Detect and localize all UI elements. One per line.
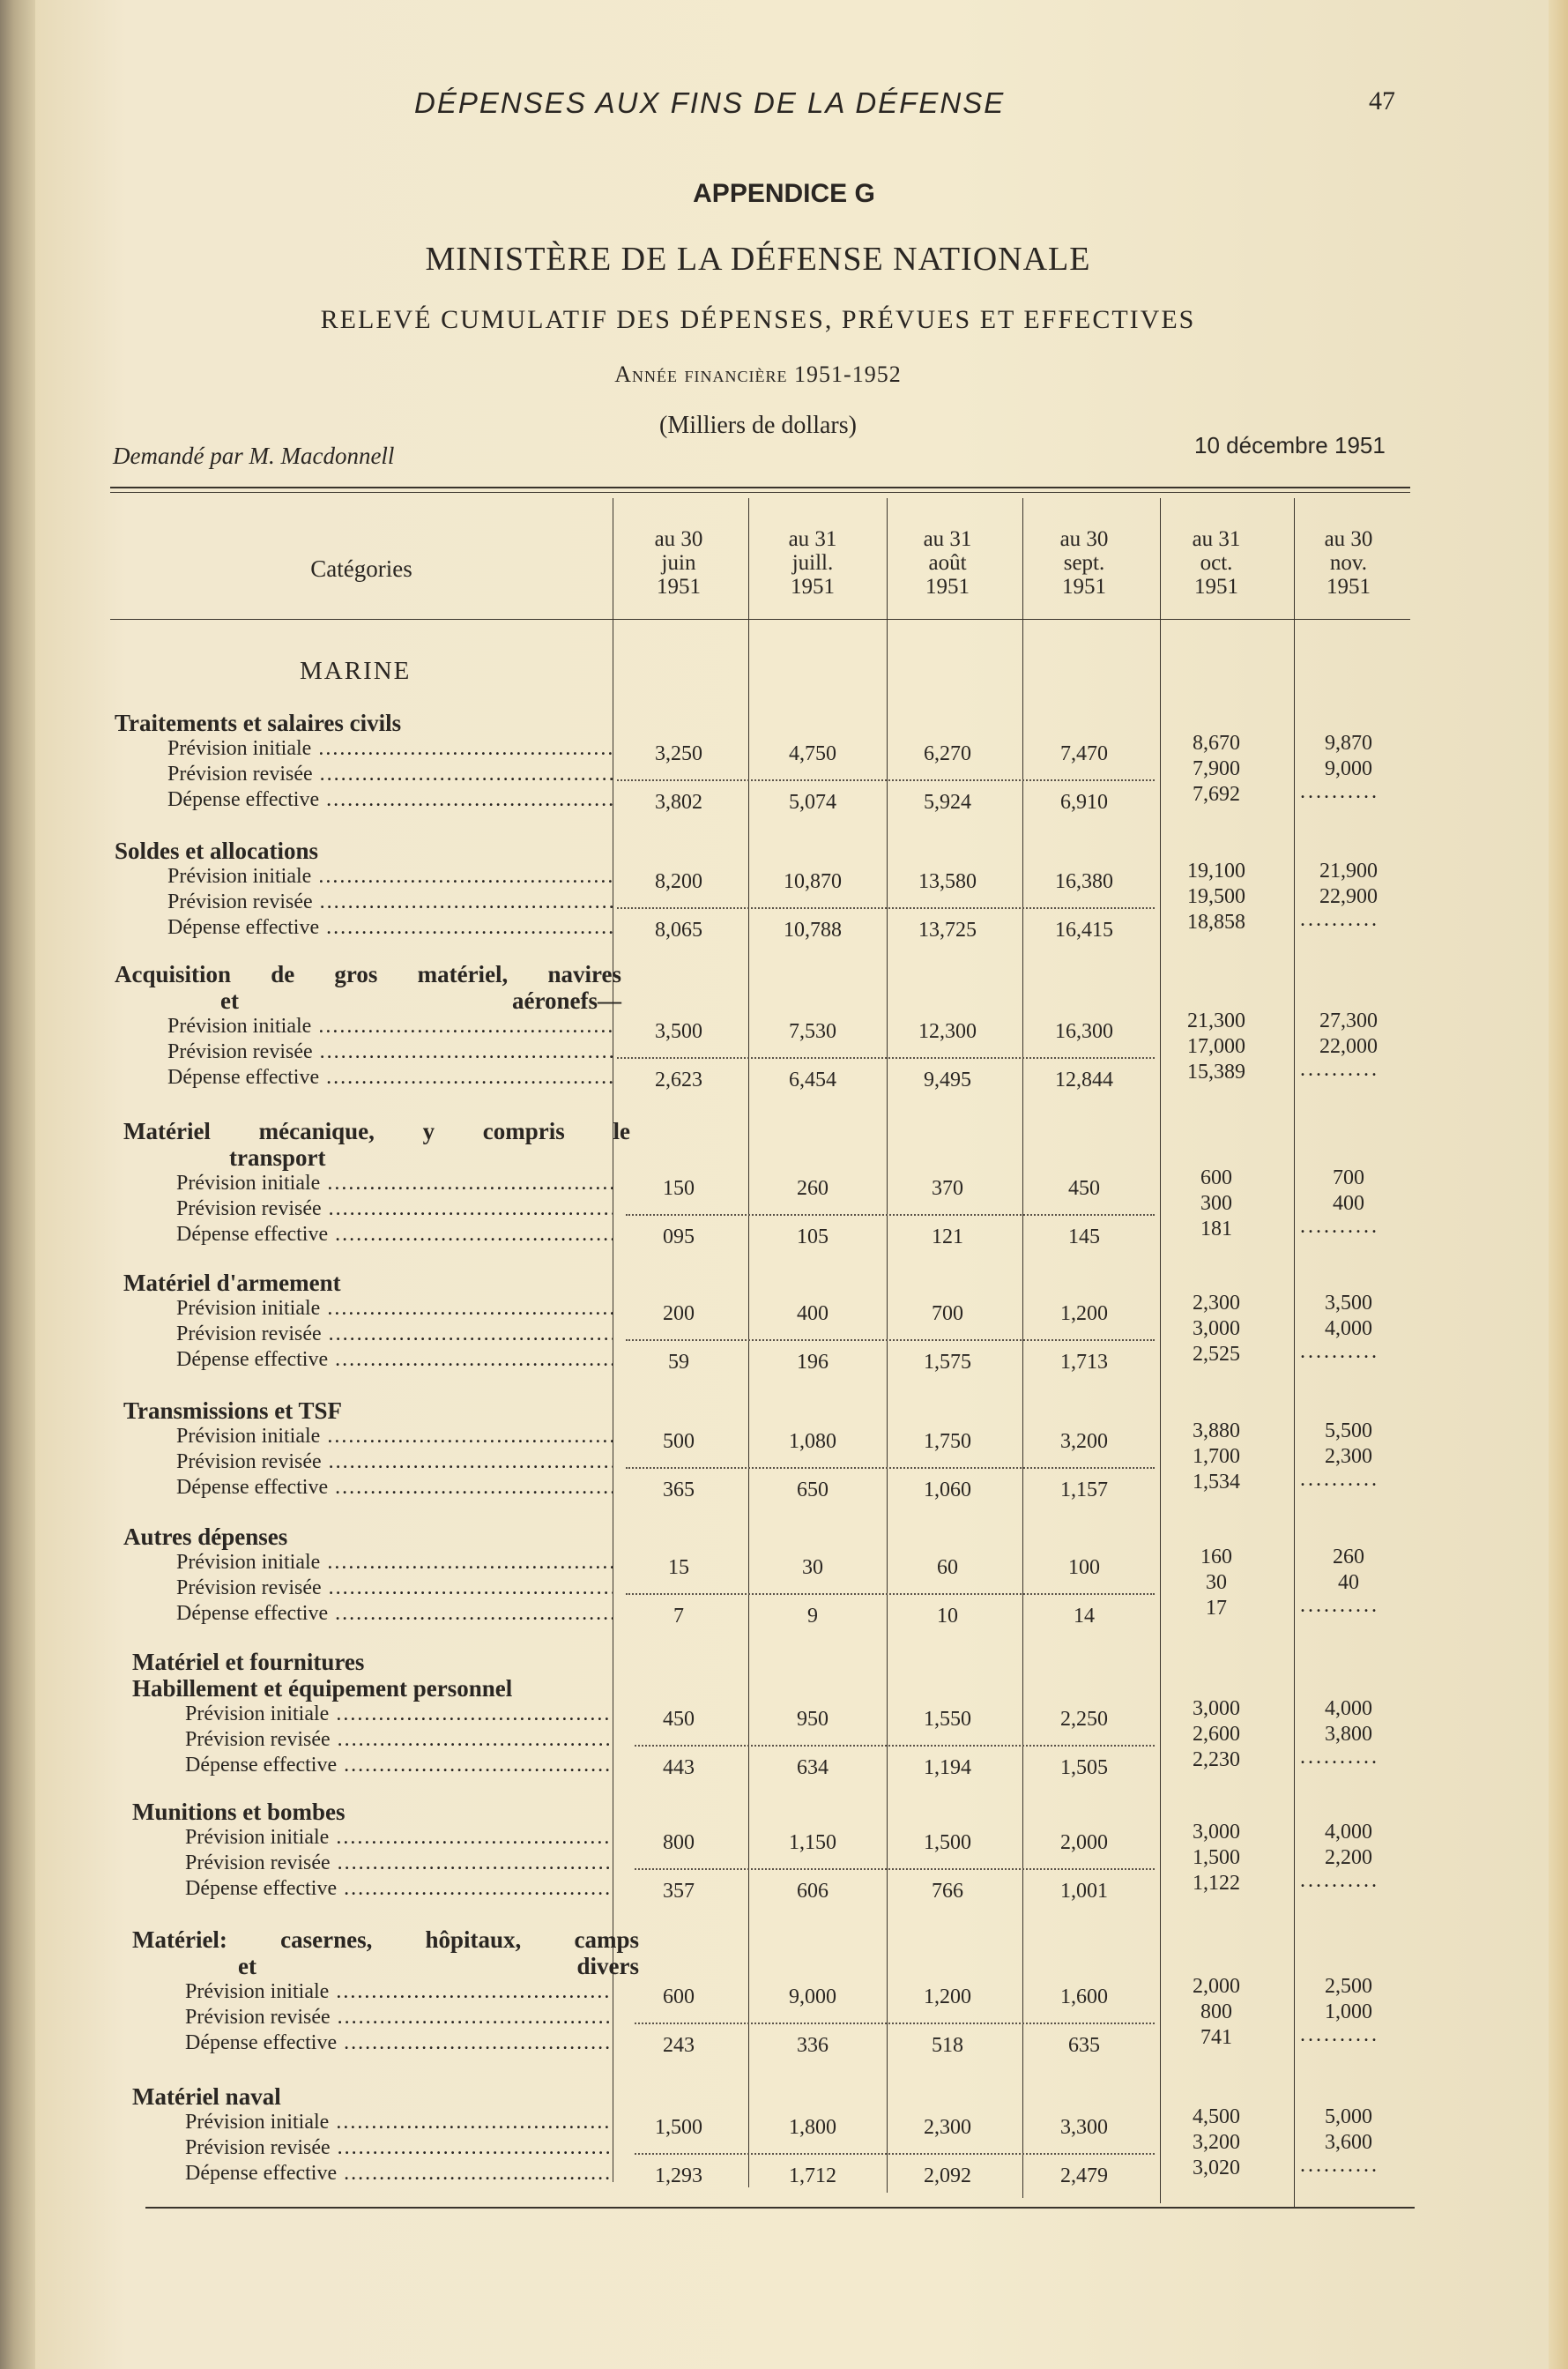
cell-value: 518 <box>932 2034 963 2057</box>
empty-cell-dots: .......... <box>1300 780 1379 803</box>
cell-value: 336 <box>797 2034 829 2057</box>
cell-value: 365 <box>663 1479 695 1501</box>
cell-value: 60 <box>937 1556 958 1579</box>
row-label-initiale: Prévision initiale ..... <box>167 864 613 889</box>
page-number: 47 <box>1369 86 1395 115</box>
row-label-revisee: Prévision revisée ..... <box>167 890 613 914</box>
row-label-effective: Dépense effective ..... <box>167 1065 613 1090</box>
category-title-line: Munitions et bombes <box>132 1799 346 1825</box>
row-label-initiale: Prévision initiale ..... <box>176 1424 613 1449</box>
book-spine-shadow <box>0 0 35 2369</box>
cell-value: 18,858 <box>1187 911 1245 934</box>
row-label-effective: Dépense effective ..... <box>167 915 613 940</box>
row-label-effective: Dépense effective ..... <box>185 2030 613 2055</box>
cell-value: 1,000 <box>1325 2000 1372 2023</box>
cell-value: 1,550 <box>924 1708 971 1731</box>
cell-value: 3,880 <box>1193 1419 1240 1442</box>
category-title-line: Matériel mécanique, y compris le <box>123 1118 630 1144</box>
category-title-line: Matériel: casernes, hôpitaux, camps <box>132 1926 639 1953</box>
cell-value: 5,074 <box>789 791 836 814</box>
cell-value: 400 <box>797 1302 829 1325</box>
cell-value: 1,575 <box>924 1351 971 1374</box>
ministry-title: MINISTÈRE DE LA DÉFENSE NATIONALE <box>425 241 1091 278</box>
category-title-line: Matériel d'armement <box>123 1270 341 1296</box>
cell-value: 30 <box>1206 1571 1227 1594</box>
cell-value: 1,500 <box>1193 1846 1240 1869</box>
cell-value: 196 <box>797 1351 829 1374</box>
cell-value: 1,500 <box>924 1831 971 1854</box>
column-header-line: 1951 <box>925 575 970 599</box>
cell-value: 9,495 <box>924 1069 971 1091</box>
cell-value: 3,802 <box>655 791 702 814</box>
cell-value: 443 <box>663 1756 695 1779</box>
row-label-revisee: Prévision revisée ..... <box>176 1322 613 1346</box>
column-header-line: 1951 <box>1062 575 1106 599</box>
cell-value: 3,000 <box>1193 1317 1240 1340</box>
cell-value: 450 <box>663 1708 695 1731</box>
cell-value: 22,900 <box>1319 885 1378 908</box>
cell-value: 15 <box>668 1556 689 1579</box>
cell-value: 2,000 <box>1060 1831 1108 1854</box>
cell-value: 17 <box>1206 1597 1227 1620</box>
row-label-revisee: Prévision revisée ..... <box>185 2005 613 2030</box>
row-label-initiale: Prévision initiale ..... <box>185 1702 613 1726</box>
cell-value: 1,150 <box>789 1831 836 1854</box>
cell-value: 3,200 <box>1060 1430 1108 1453</box>
cell-value: 5,000 <box>1325 2105 1372 2128</box>
cell-value: 300 <box>1200 1192 1232 1215</box>
column-header-line: juin <box>661 551 696 575</box>
cell-value: 200 <box>663 1302 695 1325</box>
row-label-initiale: Prévision initiale ..... <box>176 1296 613 1321</box>
cell-value: 2,300 <box>1325 1445 1372 1468</box>
row-label-initiale: Prévision initiale ..... <box>176 1171 613 1196</box>
cell-value: 2,600 <box>1193 1723 1240 1746</box>
column-header-line: sept. <box>1063 551 1105 575</box>
cell-value: 260 <box>797 1177 829 1200</box>
report-date: 10 décembre 1951 <box>1194 432 1386 458</box>
category-title-line: Soldes et allocations <box>115 838 319 864</box>
cell-value: 105 <box>797 1225 829 1248</box>
cell-value: 2,200 <box>1325 1846 1372 1869</box>
cell-value: 12,844 <box>1055 1069 1113 1091</box>
units-note: (Milliers de dollars) <box>659 412 857 439</box>
report-title: RELEVÉ CUMULATIF DES DÉPENSES, PRÉVUES ET EFFECTIVES <box>320 305 1196 334</box>
row-label-revisee: Prévision revisée ..... <box>185 2135 613 2160</box>
cell-value: 1,600 <box>1060 1985 1108 2008</box>
cell-value: 1,800 <box>789 2116 836 2139</box>
fiscal-year: Année financière 1951-1952 <box>614 361 902 387</box>
cell-value: 950 <box>797 1708 829 1731</box>
cell-value: 7,470 <box>1060 742 1108 765</box>
cell-value: 700 <box>1333 1166 1364 1189</box>
column-header-line: juill. <box>791 551 834 575</box>
cell-value: 3,000 <box>1193 1697 1240 1720</box>
row-label-revisee: Prévision revisée ..... <box>167 1039 613 1064</box>
cell-value: 160 <box>1200 1546 1232 1568</box>
column-header-line: au 30 <box>1059 527 1109 551</box>
cell-value: 19,500 <box>1187 885 1245 908</box>
cell-value: 1,505 <box>1060 1756 1108 1779</box>
cell-value: 16,380 <box>1055 870 1113 893</box>
cell-value: 5,924 <box>924 791 971 814</box>
row-label-initiale: Prévision initiale ..... <box>185 2110 613 2134</box>
cell-value: 3,200 <box>1193 2131 1240 2154</box>
cell-value: 4,000 <box>1325 1821 1372 1844</box>
cell-value: 400 <box>1333 1192 1364 1215</box>
cell-value: 4,750 <box>789 742 836 765</box>
category-title-line: et divers <box>238 1953 639 1979</box>
cell-value: 635 <box>1068 2034 1100 2057</box>
cell-value: 1,080 <box>789 1430 836 1453</box>
cell-value: 2,623 <box>655 1069 702 1091</box>
empty-cell-dots: .......... <box>1300 2154 1379 2177</box>
empty-cell-dots: .......... <box>1300 1340 1379 1363</box>
row-label-initiale: Prévision initiale ..... <box>185 1979 613 2004</box>
cell-value: 1,060 <box>924 1479 971 1501</box>
empty-cell-dots: .......... <box>1300 2023 1379 2046</box>
category-title-line: Matériel naval <box>132 2083 281 2110</box>
cell-value: 150 <box>663 1177 695 1200</box>
cell-value: 1,534 <box>1193 1471 1240 1494</box>
column-header-line: au 31 <box>1192 527 1241 551</box>
column-header-line: oct. <box>1200 551 1233 575</box>
cell-value: 634 <box>797 1756 829 1779</box>
cell-value: 9,870 <box>1325 732 1372 755</box>
cell-value: 450 <box>1068 1177 1100 1200</box>
cell-value: 13,580 <box>918 870 977 893</box>
row-label-effective: Dépense effective ..... <box>167 787 613 812</box>
column-header-line: 1951 <box>1326 575 1371 599</box>
category-title-line: Habillement et équipement personnel <box>132 1675 513 1702</box>
cell-value: 16,300 <box>1055 1020 1113 1043</box>
cell-value: 2,092 <box>924 2164 971 2187</box>
row-label-revisee: Prévision revisée ..... <box>167 762 613 786</box>
column-header-line: au 30 <box>654 527 703 551</box>
row-label-revisee: Prévision revisée ..... <box>185 1727 613 1752</box>
cell-value: 22,000 <box>1319 1035 1378 1058</box>
cell-value: 500 <box>663 1430 695 1453</box>
empty-cell-dots: .......... <box>1300 1058 1379 1081</box>
cell-value: 1,712 <box>789 2164 836 2187</box>
cell-value: 7,530 <box>789 1020 836 1043</box>
cell-value: 260 <box>1333 1546 1364 1568</box>
cell-value: 3,000 <box>1193 1821 1240 1844</box>
cell-value: 4,500 <box>1193 2105 1240 2128</box>
cell-value: 10,788 <box>784 919 842 942</box>
cell-value: 2,525 <box>1193 1343 1240 1366</box>
cell-value: 741 <box>1200 2026 1232 2049</box>
cell-value: 1,700 <box>1193 1445 1240 1468</box>
cell-value: 1,750 <box>924 1430 971 1453</box>
cell-value: 1,194 <box>924 1756 971 1779</box>
column-header-line: août <box>928 551 967 575</box>
cell-value: 2,250 <box>1060 1708 1108 1731</box>
cell-value: 10,870 <box>784 870 842 893</box>
cell-value: 1,200 <box>924 1985 971 2008</box>
row-label-revisee: Prévision revisée ..... <box>176 1449 613 1474</box>
cell-value: 3,020 <box>1193 2157 1240 2179</box>
row-label-effective: Dépense effective ..... <box>176 1222 613 1247</box>
column-header-line: 1951 <box>1194 575 1238 599</box>
row-label-initiale: Prévision initiale ..... <box>167 736 613 761</box>
column-header-categories: Catégories <box>310 555 412 582</box>
row-label-effective: Dépense effective ..... <box>176 1601 613 1626</box>
cell-value: 7 <box>673 1605 684 1628</box>
cell-value: 3,600 <box>1325 2131 1372 2154</box>
row-label-initiale: Prévision initiale ..... <box>176 1550 613 1575</box>
section-title-marine: MARINE <box>300 657 412 685</box>
cell-value: 8,200 <box>655 870 702 893</box>
cell-value: 1,200 <box>1060 1302 1108 1325</box>
row-label-effective: Dépense effective ..... <box>185 2161 613 2186</box>
cell-value: 650 <box>797 1479 829 1501</box>
row-label-effective: Dépense effective ..... <box>176 1347 613 1372</box>
cell-value: 9 <box>807 1605 818 1628</box>
cell-value: 600 <box>663 1985 695 2008</box>
cell-value: 1,500 <box>655 2116 702 2139</box>
category-title-line: Autres dépenses <box>123 1523 288 1550</box>
empty-cell-dots: .......... <box>1300 1746 1379 1769</box>
column-header-line: nov. <box>1329 551 1368 575</box>
row-label-effective: Dépense effective ..... <box>185 1876 613 1901</box>
requested-by: Demandé par M. Macdonnell <box>113 443 395 469</box>
cell-value: 14 <box>1074 1605 1095 1628</box>
cell-value: 700 <box>932 1302 963 1325</box>
category-title-line: Transmissions et TSF <box>123 1397 343 1424</box>
cell-value: 800 <box>1200 2000 1232 2023</box>
cell-value: 1,001 <box>1060 1880 1108 1903</box>
cell-value: 40 <box>1338 1571 1359 1594</box>
cell-value: 5,500 <box>1325 1419 1372 1442</box>
category-title-line: transport <box>229 1144 326 1171</box>
cell-value: 2,300 <box>924 2116 971 2139</box>
appendix-title: APPENDICE G <box>693 179 875 208</box>
empty-cell-dots: .......... <box>1300 1215 1379 1238</box>
running-head: DÉPENSES AUX FINS DE LA DÉFENSE <box>414 86 1006 119</box>
cell-value: 766 <box>932 1880 963 1903</box>
cell-value: 3,250 <box>655 742 702 765</box>
cell-value: 9,000 <box>789 1985 836 2008</box>
cell-value: 8,065 <box>655 919 702 942</box>
category-title-line: Traitements et salaires civils <box>115 710 402 736</box>
cell-value: 8,670 <box>1193 732 1240 755</box>
cell-value: 10 <box>937 1605 958 1628</box>
cell-value: 145 <box>1068 1225 1100 1248</box>
cell-value: 1,122 <box>1193 1872 1240 1895</box>
cell-value: 16,415 <box>1055 919 1113 942</box>
cell-value: 19,100 <box>1187 860 1245 883</box>
row-label-effective: Dépense effective ..... <box>185 1753 613 1777</box>
cell-value: 27,300 <box>1319 1009 1378 1032</box>
cell-value: 3,500 <box>655 1020 702 1043</box>
empty-cell-dots: .......... <box>1300 1594 1379 1617</box>
page-edge <box>1549 0 1568 2369</box>
category-title-line: Acquisition de gros matériel, navires <box>115 961 621 987</box>
cell-value: 2,230 <box>1193 1748 1240 1771</box>
cell-value: 2,500 <box>1325 1975 1372 1998</box>
cell-value: 1,713 <box>1060 1351 1108 1374</box>
row-label-initiale: Prévision initiale ..... <box>185 1825 613 1850</box>
cell-value: 21,900 <box>1319 860 1378 883</box>
row-label-effective: Dépense effective ..... <box>176 1475 613 1500</box>
cell-value: 6,910 <box>1060 791 1108 814</box>
empty-cell-dots: .......... <box>1300 1468 1379 1491</box>
cell-value: 4,000 <box>1325 1317 1372 1340</box>
cell-value: 181 <box>1200 1218 1232 1240</box>
column-header-line: 1951 <box>791 575 835 599</box>
page <box>35 0 1551 2369</box>
empty-cell-dots: .......... <box>1300 1869 1379 1892</box>
cell-value: 3,300 <box>1060 2116 1108 2139</box>
cell-value: 12,300 <box>918 1020 977 1043</box>
cell-value: 600 <box>1200 1166 1232 1189</box>
cell-value: 121 <box>932 1225 963 1248</box>
cell-value: 6,454 <box>789 1069 836 1091</box>
cell-value: 13,725 <box>918 919 977 942</box>
cell-value: 2,000 <box>1193 1975 1240 1998</box>
cell-value: 2,479 <box>1060 2164 1108 2187</box>
cell-value: 1,293 <box>655 2164 702 2187</box>
cell-value: 7,692 <box>1193 783 1240 806</box>
cell-value: 2,300 <box>1193 1292 1240 1315</box>
cell-value: 9,000 <box>1325 757 1372 780</box>
cell-value: 370 <box>932 1177 963 1200</box>
cell-value: 095 <box>663 1225 695 1248</box>
column-header-line: au 31 <box>788 527 837 551</box>
row-label-revisee: Prévision revisée ..... <box>185 1851 613 1875</box>
cell-value: 800 <box>663 1831 695 1854</box>
cell-value: 7,900 <box>1193 757 1240 780</box>
cell-value: 17,000 <box>1187 1035 1245 1058</box>
cell-value: 6,270 <box>924 742 971 765</box>
cell-value: 30 <box>802 1556 823 1579</box>
cell-value: 3,500 <box>1325 1292 1372 1315</box>
column-header-line: au 30 <box>1324 527 1373 551</box>
row-label-revisee: Prévision revisée ..... <box>176 1576 613 1600</box>
row-label-revisee: Prévision revisée ..... <box>176 1196 613 1221</box>
row-label-initiale: Prévision initiale ..... <box>167 1014 613 1039</box>
cell-value: 15,389 <box>1187 1061 1245 1084</box>
cell-value: 243 <box>663 2034 695 2057</box>
column-header-line: 1951 <box>657 575 701 599</box>
category-title-line: Matériel et fournitures <box>132 1649 365 1675</box>
category-title-line: et aéronefs— <box>220 987 621 1014</box>
cell-value: 606 <box>797 1880 829 1903</box>
column-header-line: au 31 <box>923 527 972 551</box>
cell-value: 59 <box>668 1351 689 1374</box>
cell-value: 3,800 <box>1325 1723 1372 1746</box>
empty-cell-dots: .......... <box>1300 908 1379 931</box>
cell-value: 4,000 <box>1325 1697 1372 1720</box>
cell-value: 100 <box>1068 1556 1100 1579</box>
cell-value: 21,300 <box>1187 1009 1245 1032</box>
cell-value: 357 <box>663 1880 695 1903</box>
cell-value: 1,157 <box>1060 1479 1108 1501</box>
